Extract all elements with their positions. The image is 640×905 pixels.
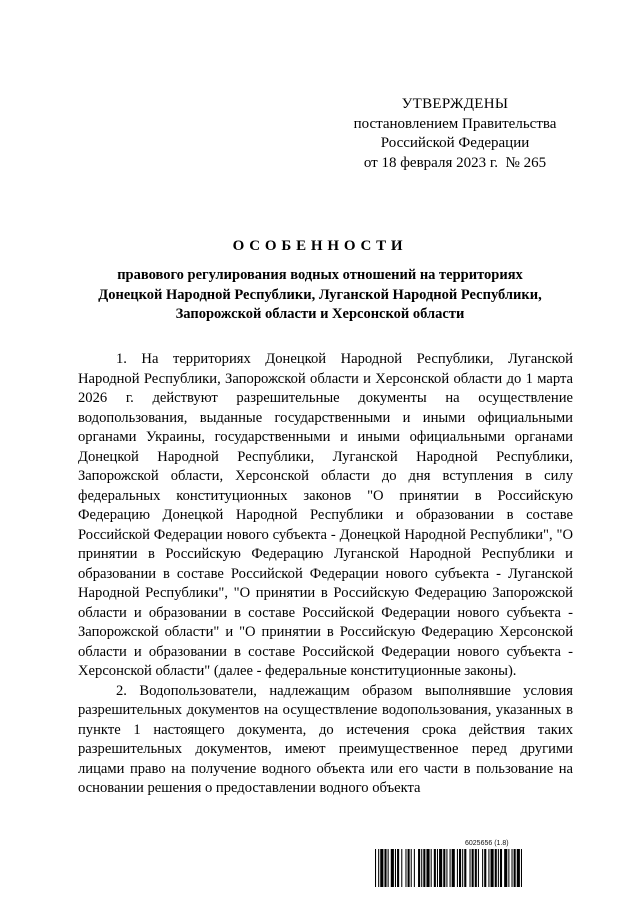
barcode-bar <box>521 849 522 887</box>
barcode-bar <box>378 849 379 887</box>
subtitle-line-1: правового регулирования водных отношений на территориях <box>117 267 523 283</box>
barcode-icon <box>375 849 583 887</box>
barcode-bar <box>405 849 406 887</box>
barcode-bar <box>414 849 415 887</box>
barcode-bar <box>470 849 471 887</box>
barcode-bar <box>459 849 461 887</box>
document-body <box>78 350 573 799</box>
barcode-bar <box>475 849 477 887</box>
barcode-bar <box>457 849 458 887</box>
barcode-bar <box>426 849 429 887</box>
barcode-bar <box>482 849 483 887</box>
barcode-bar <box>401 849 402 887</box>
barcode-bar <box>472 849 474 887</box>
barcode-bar <box>397 849 399 887</box>
barcode-bar <box>375 849 376 887</box>
barcode-bar <box>512 849 513 887</box>
approval-line-government: Российской Федерации <box>380 135 530 151</box>
paragraph-1: 1. На территориях Донецкой Народной Республики, Луганской Народной Республики, Запорожской области и Херсонской области до 1 марта 2026 г. действуют разрешительные документы на осуществление водопользования, выданные государственными и иными официальными органами Украины, государственными и иными официальными органами Донецкой Народной Республики, Луганской Народной Республики, Запорожской области, Херсонской области до дня вступления в силу федеральных конституционных законов "О принятии в Российскую Федерацию Донецкой Народной Республики и образовании в составе Российской Федерации нового субъекта - Донецкой Народной Республики", "О принятии в Российскую Федерацию Луганской Народной Республики и образовании в составе Российской Федерации нового субъекта - Луганской Народной Республики", "О принятии в Российскую Федерацию Запорожской области и образовании в составе Российской Федерации нового субъекта - Запорожской области" и "О принятии в Российскую Федерацию Херсонской области и образовании в составе Российской Федерации нового субъекта - Херсонской области" (далее - федеральные конституционные законы). <box>78 351 573 679</box>
barcode-bar <box>395 849 396 887</box>
subtitle-line-3: Запорожской области и Херсонской области <box>175 306 465 322</box>
barcode-bar <box>384 849 386 887</box>
approval-heading: УТВЕРЖДЕНЫ <box>401 96 509 112</box>
barcode-bar <box>421 849 422 887</box>
approval-line-resolution: постановлением Правительства <box>353 115 557 132</box>
barcode-bar <box>491 849 494 887</box>
barcode-label: 6025656 (1.8) <box>465 840 509 847</box>
barcode-bar <box>464 849 466 887</box>
barcode-bar <box>380 849 383 887</box>
barcode-bar <box>439 849 442 887</box>
barcode-bar <box>462 849 463 887</box>
approval-block <box>330 95 580 173</box>
barcode-bar <box>488 849 489 887</box>
barcode-bar <box>450 849 451 887</box>
barcode-bar <box>478 849 479 887</box>
barcode-bar <box>431 849 432 887</box>
barcode-bar <box>498 849 499 887</box>
barcode-bar <box>408 849 410 887</box>
barcode-bar <box>437 849 438 887</box>
barcode-bar <box>411 849 412 887</box>
barcode-bar <box>452 849 455 887</box>
barcode <box>375 840 583 888</box>
barcode-bar <box>434 849 436 887</box>
paragraph-2: 2. Водопользователи, надлежащим образом выполнявшие условия разрешительных документов на осуществление водопользования, указанных в пункте 1 настоящего документа, до истечения срока действия таких разрешительных документов, имеют преимущественное перед другими лицами право на получение водного объекта или его части в пользование на основании решения о предоставлении водного объекта <box>78 682 573 796</box>
barcode-bar <box>495 849 497 887</box>
barcode-bar <box>514 849 516 887</box>
barcode-bar <box>446 849 447 887</box>
barcode-bar <box>423 849 425 887</box>
document-subtitle <box>70 266 570 325</box>
barcode-bar <box>443 849 445 887</box>
barcode-bar <box>517 849 520 887</box>
barcode-bar <box>500 849 502 887</box>
subtitle-line-2: Донецкой Народной Республики, Луганской Народной Республики, <box>98 286 542 303</box>
barcode-bar <box>508 849 509 887</box>
barcode-bar <box>484 849 486 887</box>
barcode-bar <box>504 849 507 887</box>
barcode-bar <box>391 849 394 887</box>
approval-line-date-number: от 18 февраля 2023 г. № 265 <box>363 154 547 171</box>
barcode-bar <box>388 849 389 887</box>
barcode-bar <box>418 849 420 887</box>
document-title: ОСОБЕННОСТИ <box>232 238 408 254</box>
